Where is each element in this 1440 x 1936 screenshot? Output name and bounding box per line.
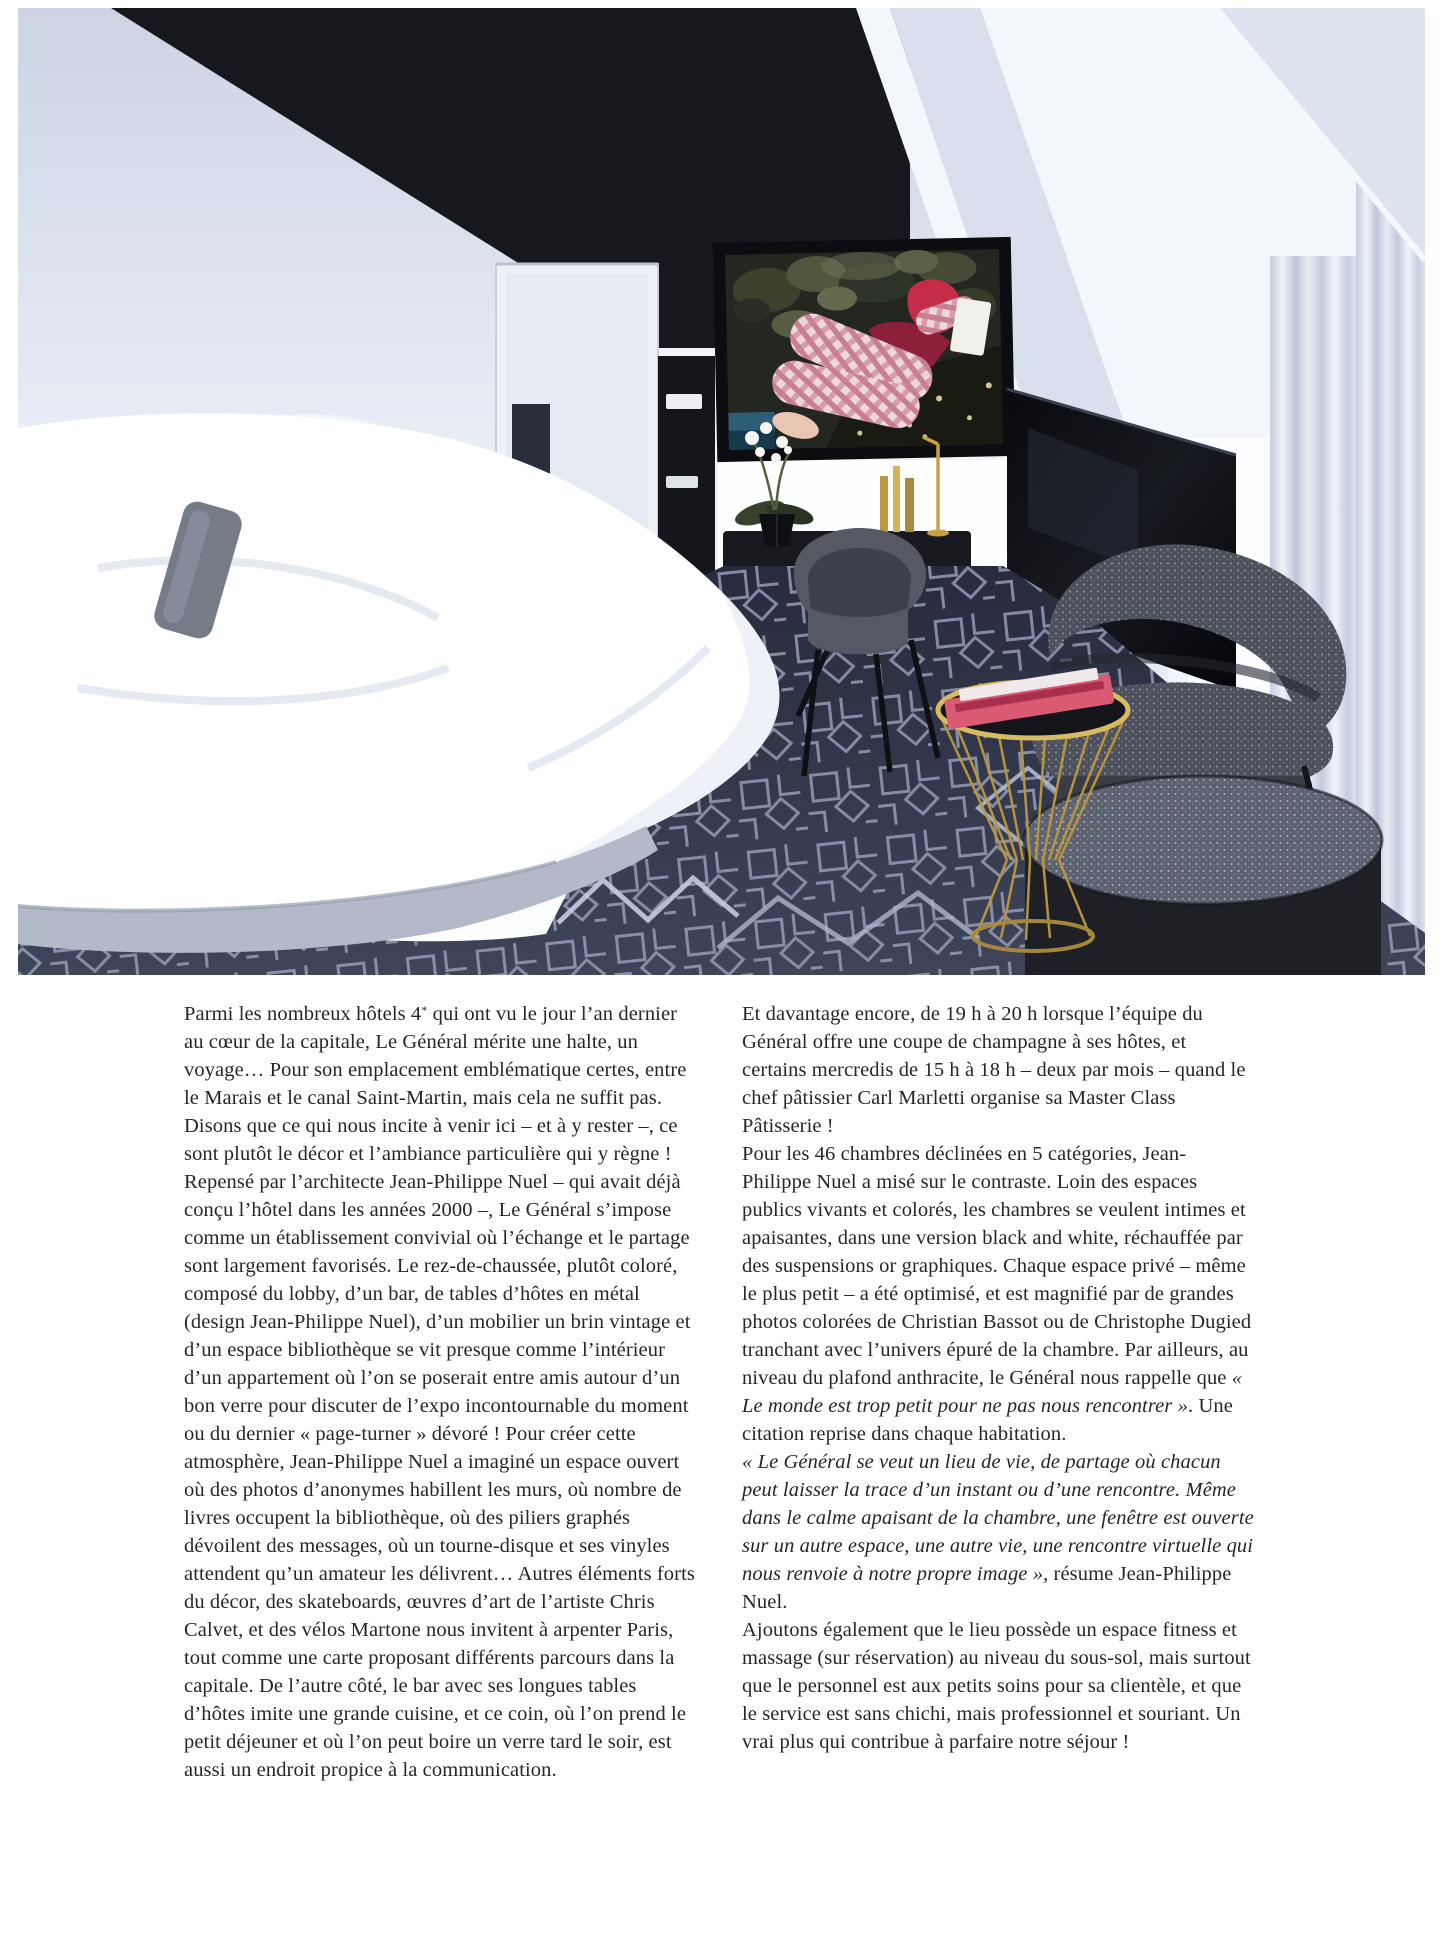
paragraph-intro bbox=[184, 1000, 699, 1168]
star-superscript: * bbox=[421, 1003, 428, 1017]
paragraph-nuel-quote bbox=[742, 1448, 1254, 1616]
towel bbox=[666, 476, 698, 488]
quote-attribution: , résume Jean-Philippe Nuel. bbox=[742, 1563, 1232, 1613]
quote-nuel: « Le Général se veut un lieu de vie, de partage où chacun peut laisser la trace d’un instant ou d’une rencontre. Même dans le calme apaisant de la chambre, une fenêtre est ouverte sur un autre espace, une autre vie, une rencontre virtuelle qui nous renvoie à notre propre image » bbox=[742, 1451, 1254, 1585]
rooms-text: Pour les 46 chambres déclinées en 5 catégories, Jean-Philippe Nuel a misé sur le contraste. Loin des espaces publics vivants et colorés, les chambres se veulent intimes et apaisantes, dans une version black and white, réchauffée par des suspensions or graphiques. Chaque espace privé – même le plus petit – a été optimisé, et est magnifié par de grandes photos colorées de Christian Bassot ou de Christophe Dugied tranchant avec l’univers épuré de la chambre. Par ailleurs, au niveau du plafond anthracite, le Général nous rappelle que bbox=[742, 1143, 1252, 1389]
framed-artwork bbox=[713, 237, 1016, 462]
article-right-column bbox=[742, 1000, 1254, 1756]
rooms-text-after: . Une citation reprise dans chaque habitation. bbox=[742, 1395, 1233, 1445]
paragraph-conclusion: Ajoutons également que le lieu possède un espace fitness et massage (sur réservation) au niveau du sous-sol, mais surtout que le personnel est aux petits soins pour sa clientèle, et que le service est sans chichi, mais professionnel et souriant. Un vrai plus qui contribue à parfaire notre séjour ! bbox=[742, 1619, 1251, 1753]
quote-le-monde: « Le monde est trop petit pour ne pas nous rencontrer » bbox=[742, 1367, 1243, 1417]
room-photo-canvas bbox=[18, 8, 1425, 975]
paragraph-ground-floor: Repensé par l’architecte Jean-Philippe Nuel – qui avait déjà conçu l’hôtel dans les années 2000 –, Le Général s’impose comme un établissement convivial où l’échange et le partage sont largement favorisés. Le rez-de-chaussée, plutôt coloré, composé du lobby, d’un bar, de tables d’hôtes en métal (design Jean-Philippe Nuel), d’un mobilier un brin vintage et d’un espace bibliothèque se vit presque comme l’intérieur d’un appartement où l’on se poserait entre amis autour d’un bon verre pour discuter de l’expo incontournable du moment ou du dernier « page-turner » dévoré ! Pour créer cette atmosphère, Jean-Philippe Nuel a imaginé un espace ouvert où des photos d’anonymes habillent les murs, où nombre de livres occupent la bibliothèque, où des piliers graphés dévoilent des messages, où un tourne-disque et ses vinyles attendent qu’un amateur les délivrent… Autres éléments forts du décor, des skateboards, œuvres d’art de l’artiste Chris Calvet, et des vélos Martone nous invitent à arpenter Paris, tout comme une carte proposant différents parcours dans la capitale. De l’autre côté, le bar avec ses longues tables d’hôtes imite une grande cuisine, et ce coin, où l’on prend le petit déjeuner et où l’on peut boire un verre tard le soir, est aussi un endroit propice à la communication. bbox=[184, 1171, 695, 1781]
room-photo bbox=[18, 8, 1425, 975]
intro-text-rest: qui ont vu le jour l’an dernier au cœur de la capitale, Le Général mérite une halte, un voyage… Pour son emplacement emblématique certes, entre le Marais et le canal Saint-Martin, mais cela ne suffit pas. Disons que ce qui nous incite à venir ici – et à y rester –, ce sont plutôt le décor et l’ambiance particulière qui y règne ! bbox=[184, 1003, 687, 1165]
paragraph-champagne: Et davantage encore, de 19 h à 20 h lorsque l’équipe du Général offre une coupe de champagne à ses hôtes, et certains mercredis de 15 h à 18 h – deux par mois – quand le chef pâtissier Carl Marletti organise sa Master Class Pâtisserie ! bbox=[742, 1003, 1246, 1137]
intro-text: Parmi les nombreux hôtels 4 bbox=[184, 1003, 422, 1025]
paragraph-rooms bbox=[742, 1140, 1254, 1448]
towel bbox=[666, 394, 702, 409]
article-left-column bbox=[184, 1000, 699, 1784]
